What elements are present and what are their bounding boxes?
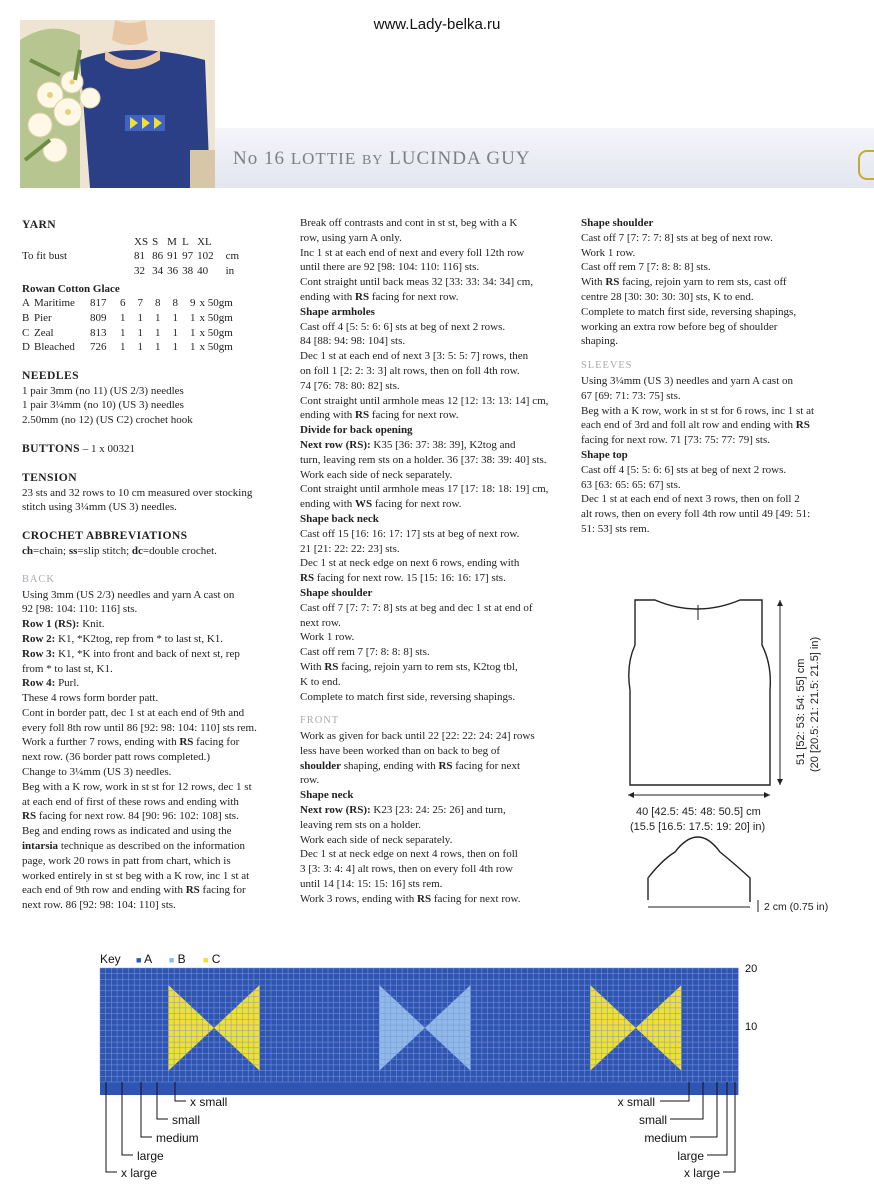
text-line: until 14 [14: 15: 15: 16] sts rem. [300,878,443,891]
row-text: from * to last st, K1. [22,662,113,675]
height-label-cm: 51 [52: 53: 54: 55] cm [795,658,807,765]
intarsia-chart [0,960,874,1185]
text-part: Work 3 rows, ending with [300,892,418,905]
shape-top-heading: Shape top [581,448,628,461]
text-line: leaving rem sts on a holder. [300,818,421,831]
row-label: Row 2: [22,632,56,645]
text-line: worked entirely in st st beg with a K row, inc 1 st at [22,869,250,882]
front-heading: FRONT [300,715,340,727]
rs-abbrev: RS [185,884,200,897]
text-line [581,275,849,290]
bust-cm-row [22,249,243,264]
text-line: less have been worked than on back to beg of [300,744,501,757]
abbrev-value: =chain; [33,544,69,557]
qty: 1 [155,326,161,339]
width-label-cm: 40 [42.5: 45: 48: 50.5] cm [636,806,761,818]
qty: 1 [190,326,196,339]
shoulder-word: shoulder [300,759,341,772]
text-line: Work 1 row. [581,246,636,259]
text-line: Dec 1 st at neck edge on next 4 rows, then on foll [300,848,518,861]
colour-row-a [22,296,237,311]
bust-cm: 102 [197,250,214,263]
text-line: Complete to match first side, reversing shapings. [300,690,516,703]
row-text: Knit. [79,618,105,631]
height-label-in: (20 [20.5: 21: 21.5: 21.5] in) [809,636,821,772]
text-line: Beg and ending rows as indicated and using the [22,825,232,838]
text-line: Cast off 4 [5: 5: 6: 6] sts at beg of next 2 rows. [581,463,787,476]
text-part: facing for next row. [369,290,459,303]
left-size-x-large: x large [121,1166,158,1180]
text-line: 3 [3: 3: 4: 4] alt rows, then on every foll 4th row [300,863,513,876]
text-line: 84 [88: 94: 98: 104] sts. [300,335,406,348]
tension-line: stitch using 3¼mm (US 3) needles. [22,501,177,514]
text-line: Cast off 4 [5: 5: 6: 6] sts at beg of next 2 rows. [300,320,506,333]
text-line: Beg with a K row, work in st st for 12 rows, dec 1 st [22,780,252,793]
right-size-x-large: x large [683,1166,720,1180]
shape-neck-heading: Shape neck [300,789,354,802]
text-line [300,803,568,818]
colour-name: Maritime [34,297,75,310]
text-line: Break off contrasts and cont in st st, beg with a K [300,217,518,229]
size-m: M [167,235,177,248]
row-text: K23 [23: 24: 25: 26] and turn, [370,804,506,817]
back-heading: BACK [22,573,55,585]
text-line: 51: 53] sts rem. [581,522,650,535]
row-text: Purl. [55,677,80,690]
ws-abbrev: WS [355,498,373,511]
rs-abbrev: RS [324,660,339,673]
text-line: at each end of first of these rows and ending with [22,795,239,808]
chart-grid [100,968,738,1095]
colour-row-b [22,311,237,326]
text-line [22,839,284,854]
text-line [300,438,568,453]
qty: 1 [155,341,161,354]
text-line: alt rows, then on every foll 4th row until 49 [49: 51: [581,508,811,521]
text-line: Cont straight until armhole meas 17 [17: 18: 18: 19] cm, [300,483,549,496]
text-part: ending with [300,498,355,511]
text-part: Work a further 7 rows, ending with [22,736,180,749]
rs-abbrev: RS [605,276,620,289]
bust-cm: 86 [152,250,164,263]
abbrev-value: =slip stitch; [77,544,132,557]
text-part: facing for next [452,759,520,772]
designer-name: LUCINDA GUY [389,148,531,169]
row-text: K1, *K into front and back of next st, rep [55,647,240,660]
key-a-label: A [144,952,152,966]
text-line: Cast off rem 7 [7: 8: 8: 8] sts. [300,646,430,659]
yarn-table [22,235,243,279]
text-part: technique as described on the information [58,840,246,853]
text-line: Cast off 7 [7: 7: 7: 8] sts at beg and dec 1 st at end of [300,601,533,614]
row-line [22,662,284,677]
row-label: Row 4: [22,677,56,690]
qty: 6 [120,297,126,310]
needles-line: 2.50mm (no 12) (US C2) crochet hook [22,414,193,427]
text-line: Dec 1 st at neck edge on next 6 rows, ending with [300,557,520,570]
text-part: facing for next row. 84 [90: 96: 102: 108] sts. [36,810,239,823]
tension-line: 23 sts and 32 rows to 10 cm measured over stocking [22,486,253,499]
qty-unit: x 50gm [199,311,233,324]
qty: 7 [137,297,143,310]
size-l: L [182,235,189,248]
text-line: These 4 rows form border patt. [22,692,159,705]
text-line: next row. 86 [92: 98: 104: 110] sts. [22,899,176,912]
column-1 [22,218,284,913]
row-line [22,676,284,691]
colour-code: 809 [90,311,107,324]
size-xs: XS [134,235,149,248]
text-line [300,571,568,586]
size-s: S [152,235,159,248]
intarsia-word: intarsia [22,840,59,853]
text-line [581,418,849,433]
key-c-label: C [211,952,221,966]
qty: 9 [190,297,196,310]
text-part: ending with [300,290,355,303]
text-line: Using 3mm (US 2/3) needles and yarn A cast on [22,588,235,601]
unit-cm: cm [225,250,240,263]
needles-line: 1 pair 3mm (no 11) (US 2/3) needles [22,384,184,397]
shoulder-heading: Shape shoulder [300,586,373,599]
text-part: facing for [193,736,240,749]
row-label-20: 20 [745,963,758,975]
site-url: www.Lady-belka.ru [373,16,501,33]
text-line [300,290,568,305]
sleeve-outline [648,837,750,902]
text-line: turn, leaving rem sts on a holder. 36 [37: 38: 39: 40] sts. [300,453,547,466]
colour-row-d [22,340,237,355]
swatch-a-icon: ■ [136,955,142,965]
text-line: Inc 1 st at each end of next and every foll 12th row [300,246,525,259]
qty-unit: x 50gm [199,297,233,310]
qty: 1 [172,311,178,324]
text-line: K to end. [300,675,341,688]
text-part: With [300,660,325,673]
tension-heading: TENSION [22,470,77,484]
right-size-small: small [638,1113,667,1127]
back-neck-heading: Shape back neck [300,512,379,525]
row-line [22,617,284,632]
colour-code: 817 [90,297,107,310]
bust-in: 38 [182,264,194,277]
bust-in-row [22,264,243,279]
text-part: facing, rejoin yarn to rem sts, cast off [619,276,787,289]
text-part: facing for next row. [431,892,521,905]
text-line: 21 [21: 22: 22: 23] sts. [300,542,400,555]
column-3 [581,216,849,537]
bust-label: To fit bust [22,250,68,263]
text-line: every foll 8th row until 86 [92: 98: 104: 110] sts rem. [22,721,257,734]
abbrev-key: ch [22,544,33,557]
row-label: Row 1 (RS): [22,618,80,631]
text-part: ending with [300,409,355,422]
text-line: next row. (36 border patt rows completed.) [22,751,211,764]
divide-heading: Divide for back opening [300,424,413,437]
right-size-large: large [677,1149,704,1163]
swatch-b-icon: ■ [168,955,175,965]
colour-name: Zeal [34,326,54,339]
text-line: Cont straight until armhole meas 12 [12: 13: 13: 14] cm, [300,394,549,407]
rs-abbrev: RS [438,759,453,772]
text-line: shaping. [581,335,618,348]
qty: 1 [137,326,143,339]
yarn-brand: Rowan Cotton Glace [22,282,120,295]
text-line: 67 [69: 71: 73: 75] sts. [581,389,681,402]
text-part: facing for [199,884,246,897]
text-line [22,735,284,750]
colour-letter: C [22,326,30,339]
pattern-title [233,148,531,170]
text-line: Dec 1 st at each end of next 3 rows, then on foll 2 [581,493,800,506]
page-tab-marker [858,150,874,180]
text-line: Beg with a K row, work in st st for 6 rows, inc 1 st at [581,404,815,417]
text-part: With [581,276,606,289]
text-line: Complete to match first side, reversing shapings, [581,305,797,318]
text-line: Cast off rem 7 [7: 8: 8: 8] sts. [581,261,711,274]
right-size-medium: medium [644,1131,687,1145]
text-line [300,408,568,423]
qty: 1 [120,326,126,339]
qty: 1 [120,341,126,354]
row-line [22,647,284,662]
abbrev-key: ss [68,544,78,557]
rs-abbrev: RS [300,572,315,585]
unit-in: in [225,264,235,277]
text-line [22,883,284,898]
text-part: facing for next row. [369,409,459,422]
right-size-x-small: x small [617,1095,655,1109]
colour-name: Bleached [34,341,75,354]
text-part: shaping, ending with [340,759,439,772]
garment-diagram [590,590,860,920]
qty: 1 [120,311,126,324]
text-line [300,660,568,675]
text-line: Cont in border patt, dec 1 st at each end of 9th and [22,706,245,719]
bust-in: 32 [134,264,145,277]
qty: 8 [172,297,178,310]
text-line: Work each side of neck separately. [300,833,453,846]
text-part: each end of 9th row and ending with [22,884,186,897]
qty: 1 [190,341,196,354]
text-part: facing for next row. [372,498,462,511]
text-line: working an extra row before beg of shoulder [581,320,778,333]
text-line: 63 [63: 65: 65: 67] sts. [581,478,681,491]
bust-in: 36 [167,264,179,277]
buttons-heading: BUTTONS [22,441,81,455]
text-line [22,809,284,824]
size-xl: XL [197,235,212,248]
text-line: until there are 92 [98: 104: 110: 116] sts. [300,261,480,274]
abbrev-heading: CROCHET ABBREVIATIONS [22,529,188,543]
colour-code: 726 [90,341,107,354]
qty-unit: x 50gm [199,326,233,339]
pattern-name: LOTTIE [290,149,357,168]
needles-heading: NEEDLES [22,368,79,382]
qty: 1 [172,341,178,354]
colour-letter: A [22,297,30,310]
text-line [300,892,568,907]
text-line: Cont straight until back meas 32 [33: 33: 34: 34] cm, [300,276,534,289]
text-line: Dec 1 st at each end of next 3 [3: 5: 5: 7] rows, then [300,350,529,363]
swatch-c-icon: ■ [202,955,209,965]
text-line: on foll 1 [2: 2: 3: 3] alt rows, then on foll 4th row. [300,364,520,377]
text-part: each end of 3rd and foll alt row and ending with [581,419,796,432]
body-outline [629,600,771,785]
rs-abbrev: RS [22,810,37,823]
shoulder-heading: Shape shoulder [581,217,654,229]
text-line: Using 3¼mm (US 3) needles and yarn A cast on [581,374,794,387]
colour-table [22,296,237,354]
by-word: BY [361,153,384,168]
left-size-large: large [137,1149,164,1163]
abbrev-value: =double crochet. [142,544,217,557]
rs-abbrev: RS [795,419,810,432]
qty: 8 [155,297,161,310]
row-label: Next row (RS): [300,804,371,817]
text-line: Change to 3¼mm (US 3) needles. [22,766,172,779]
bust-in: 40 [197,264,209,277]
row-label-10: 10 [745,1021,758,1033]
colour-name: Pier [34,311,52,324]
rs-abbrev: RS [417,892,432,905]
sleeve-label: 2 cm (0.75 in) [764,901,829,913]
text-line: Work each side of neck separately. [300,468,453,481]
qty: 1 [190,311,196,324]
text-part: facing, rejoin yarn to rem sts, K2tog tbl, [338,660,518,673]
size-row [22,235,243,250]
qty: 1 [137,311,143,324]
qty: 1 [155,311,161,324]
row-text: K35 [36: 37: 38: 39], K2tog and [370,438,516,451]
qty: 1 [137,341,143,354]
text-line: Work 1 row. [300,631,355,644]
bust-cm: 81 [134,250,145,263]
buttons-text: – 1 x 00321 [80,442,136,455]
text-part: facing for next row. 15 [15: 16: 16: 17] sts. [314,572,506,585]
row-label: Row 3: [22,647,56,660]
rs-abbrev: RS [355,409,370,422]
text-line: centre 28 [30: 30: 30: 30] sts, K to end. [581,290,754,303]
text-line [300,497,568,512]
text-line: 92 [98: 104: 110: 116] sts. [22,603,138,616]
colour-letter: B [22,311,30,324]
width-label-in: (15.5 [16.5: 17.5: 19: 20] in) [630,821,766,833]
text-line: row, using yarn A only. [300,231,402,244]
text-line: next row. [300,616,341,629]
rs-abbrev: RS [179,736,194,749]
text-line: page, work 20 rows in patt from chart, which is [22,854,231,867]
text-line: facing for next row. 71 [73: 75: 77: 79] sts. [581,434,771,447]
sleeves-heading: SLEEVES [581,360,633,372]
colour-row-c [22,326,237,341]
pattern-number: No 16 [233,148,285,169]
row-text: K1, *K2tog, rep from * to last st, K1. [55,632,224,645]
text-line: Work as given for back until 22 [22: 22: 24: 24] rows [300,730,535,743]
bust-cm: 91 [167,250,179,263]
row-label: Next row (RS): [300,438,371,451]
colour-letter: D [22,341,30,354]
left-size-x-small: x small [190,1095,228,1109]
text-line: Cast off 15 [16: 16: 17: 17] sts at beg of next row. [300,527,520,540]
needles-line: 1 pair 3¼mm (no 10) (US 3) needles [22,399,184,412]
text-line: Cast off 7 [7: 7: 7: 8] sts at beg of next row. [581,231,773,244]
left-size-medium: medium [156,1131,199,1145]
shape-armholes-heading: Shape armholes [300,305,375,318]
bust-in: 34 [152,264,164,277]
abbrev-key: dc [131,544,143,557]
row-line [22,632,284,647]
key-label: Key [100,952,121,966]
qty-unit: x 50gm [199,341,233,354]
column-2 [300,216,568,907]
yarn-heading: YARN [22,218,57,231]
model-photo [20,20,215,188]
colour-code: 813 [90,326,107,339]
text-line: 74 [76: 78: 80: 82] sts. [300,379,400,392]
left-size-small: small [172,1113,201,1127]
qty: 1 [172,326,178,339]
rs-abbrev: RS [355,290,370,303]
text-line: row. [300,774,320,787]
bust-cm: 97 [182,250,194,263]
abbrev-line [22,544,284,559]
text-line [300,759,568,774]
key-b-label: B [177,952,186,966]
